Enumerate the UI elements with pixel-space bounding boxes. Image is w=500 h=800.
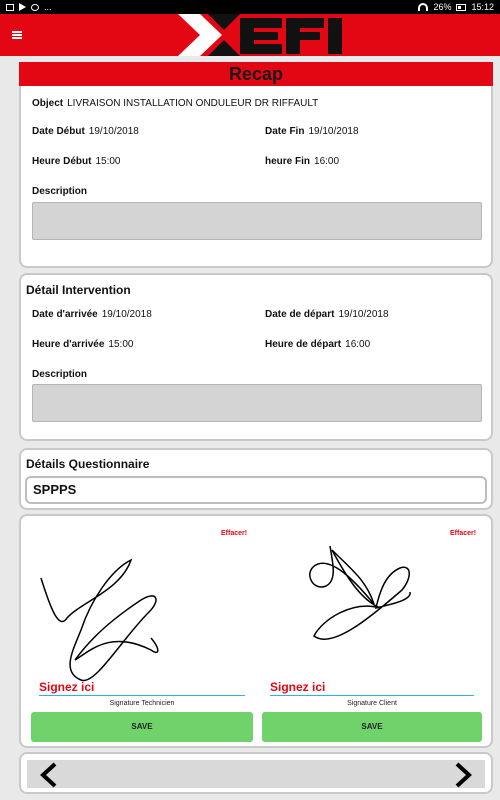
heure-depart-field — [265, 339, 370, 350]
date-arrivee-value: 19/10/2018 — [101, 309, 152, 320]
technician-clear-button[interactable]: Effacer! — [221, 530, 248, 537]
menu-icon[interactable] — [12, 31, 22, 39]
battery-icon — [456, 4, 466, 11]
description-box — [32, 384, 482, 422]
technician-save-button[interactable]: SAVE — [31, 712, 253, 742]
heure-debut-field — [32, 156, 120, 167]
date-depart-label: Date de départ — [265, 309, 335, 320]
client-clear-button[interactable]: Effacer! — [450, 530, 477, 537]
page-title: Recap — [19, 62, 493, 86]
date-debut-field — [32, 126, 139, 137]
heure-fin-label: heure Fin — [265, 156, 311, 167]
chevron-left-icon[interactable] — [37, 762, 61, 788]
bottom-navigation — [19, 752, 493, 794]
heure-depart-value: 16:00 — [345, 339, 371, 350]
client-caption: Signature Client — [347, 700, 397, 707]
navigation-track — [27, 760, 485, 788]
heure-debut-label: Heure Début — [32, 156, 92, 167]
technician-sign-here: Signez ici — [39, 680, 95, 694]
signatures-card — [19, 514, 493, 748]
client-sign-here: Signez ici — [270, 680, 326, 694]
heure-fin-value: 16:00 — [314, 156, 340, 167]
intervention-card — [19, 273, 493, 441]
description-label: Description — [32, 186, 88, 197]
battery-percent: 26% — [433, 2, 452, 12]
play-icon — [19, 3, 26, 11]
date-fin-label: Date Fin — [265, 126, 305, 137]
questionnaire-value: SPPPS — [25, 476, 487, 504]
heure-fin-field — [265, 156, 339, 167]
heure-debut-value: 15:00 — [95, 156, 121, 167]
technician-sign-line — [39, 695, 245, 696]
technician-signature-pad[interactable] — [31, 520, 253, 710]
client-signature-pad[interactable] — [262, 520, 482, 710]
technician-caption: Signature Technicien — [109, 700, 175, 707]
date-arrivee-field — [32, 309, 152, 320]
date-arrivee-label: Date d'arrivée — [32, 309, 98, 320]
date-depart-field — [265, 309, 389, 320]
status-more: ... — [44, 2, 52, 12]
object-label: Object — [32, 98, 64, 109]
date-fin-value: 19/10/2018 — [308, 126, 359, 137]
sync-icon — [31, 4, 39, 11]
description-label: Description — [32, 369, 88, 380]
chevron-right-icon[interactable] — [451, 762, 475, 788]
status-bar — [0, 0, 500, 14]
image-icon — [6, 4, 14, 11]
heure-arrivee-value: 15:00 — [108, 339, 134, 350]
intervention-title: Détail Intervention — [26, 283, 131, 297]
date-depart-value: 19/10/2018 — [338, 309, 389, 320]
object-value: LIVRAISON INSTALLATION ONDULEUR DR RIFFAULT — [67, 98, 319, 109]
description-box — [32, 202, 482, 240]
event-card — [19, 86, 493, 268]
wifi-icon — [418, 3, 428, 11]
app-header — [0, 14, 500, 56]
client-save-button[interactable]: SAVE — [262, 712, 482, 742]
heure-arrivee-field — [32, 339, 133, 350]
object-field — [32, 98, 318, 109]
date-debut-label: Date Début — [32, 126, 85, 137]
xefi-logo — [178, 14, 348, 56]
heure-arrivee-label: Heure d'arrivée — [32, 339, 105, 350]
date-fin-field — [265, 126, 359, 137]
questionnaire-title: Détails Questionnaire — [26, 457, 150, 471]
client-sign-line — [270, 695, 474, 696]
heure-depart-label: Heure de départ — [265, 339, 342, 350]
clock: 15:12 — [471, 2, 494, 12]
date-debut-value: 19/10/2018 — [88, 126, 139, 137]
